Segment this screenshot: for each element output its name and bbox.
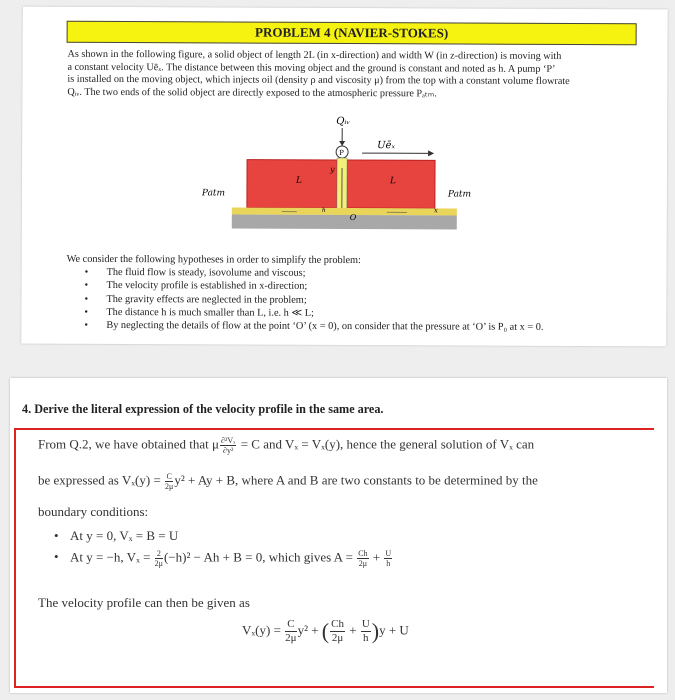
frac-den: 2μ (154, 559, 163, 568)
answer-line-2 (38, 472, 650, 491)
list-item: • The velocity profile is established in x-direction; (106, 279, 646, 295)
result-equation (242, 618, 542, 645)
bc2-a: At y = −h, Vₓ = (70, 549, 154, 565)
frac-num: Ch (358, 549, 368, 558)
intro-line: As shown in the following figure, a solid object of length 2L (in x-direction) and width W (in z-direction) is moving with (67, 48, 562, 62)
frac-den: 2μ (331, 632, 344, 644)
oil-layer (232, 208, 457, 216)
frac-den: 2μ (285, 632, 297, 644)
length-label-left: L (295, 175, 302, 186)
fraction (330, 618, 345, 645)
fraction (384, 549, 392, 568)
frac-den: ∂y² (223, 446, 234, 455)
x-label: x (433, 206, 438, 215)
bc2-c: + (369, 549, 384, 565)
frac-num: Ch (331, 618, 344, 630)
list-item: • The gravity effects are neglected in the problem; (106, 293, 646, 309)
fraction (285, 618, 296, 645)
bullet: • (54, 528, 59, 543)
bc2-b: (−h)² − Ah + B = 0, which gives A = (163, 549, 357, 565)
frac-num: 2 (155, 549, 163, 559)
bc-2 (54, 549, 640, 568)
list-item: • The fluid flow is steady, isovolume and viscous; (107, 266, 647, 282)
answer-panel (10, 378, 667, 693)
ground (232, 215, 457, 230)
line1-a: From Q.2, we have obtained that μ (38, 436, 219, 452)
profile-text: The velocity profile can then be given as (38, 595, 250, 610)
list-item: • The distance h is much smaller than L, i.e. h ≪ L; (106, 306, 646, 322)
fraction (361, 618, 371, 645)
bc-1 (54, 528, 640, 544)
result-tail: y + U (379, 622, 409, 638)
bc1-text: At y = 0, Vₓ = B = U (70, 528, 179, 543)
answer-line-1 (38, 436, 650, 455)
paren-open: ( (321, 618, 330, 644)
list-item: • By neglecting the details of flow at the point ‘O’ (x = 0), on consider that the pressure at ‘O’ is P₀ at x = 0. (106, 319, 646, 335)
h-label: h (321, 206, 326, 214)
line2-a: be expressed as Vₓ(y) = (38, 472, 165, 488)
answer-line-3: boundary conditions: (38, 504, 149, 519)
problem-panel (21, 7, 667, 347)
flow-label: Qᵢᵥ (336, 115, 351, 128)
pump-label: P (339, 148, 344, 157)
length-label-right: L (389, 176, 396, 187)
intro-line: Qᵢᵥ. The two ends of the solid object are directly exposed to the atmospheric pressure Pₐₜₘ. (67, 86, 437, 99)
frac-num: ∂²Vₓ (220, 436, 236, 445)
patm-right: Patm (447, 189, 472, 200)
line2-b: y² + Ay + B, where A and B are two constants to be determined by the (174, 472, 538, 488)
frac-den: 2μ (165, 482, 174, 491)
frac-num: U (385, 549, 392, 558)
frac-num: U (361, 618, 370, 630)
hypotheses (66, 253, 646, 335)
origin-label: O (349, 213, 357, 223)
hypotheses-list (66, 266, 646, 335)
object-left (247, 160, 337, 208)
frac-num: C (285, 618, 296, 632)
paren-close: ) (371, 618, 380, 644)
frac-den: h (386, 559, 391, 568)
flow-arrowhead (339, 141, 345, 146)
hypotheses-intro: We consider the following hypotheses in order to simplify the problem: (66, 253, 361, 267)
result-mid: y² + (297, 622, 322, 638)
line1-b: = C and Vₓ = Vₓ(y), hence the general solution of Vₓ can (237, 436, 535, 452)
result-lhs: Vₓ(y) = (242, 622, 285, 638)
y-axis-label: y (330, 164, 335, 174)
problem-title: PROBLEM 4 (NAVIER-STOKES) (67, 21, 637, 45)
patm-left: Patm (201, 188, 226, 199)
problem-figure (202, 107, 493, 248)
question-heading: 4. Derive the literal expression of the velocity profile in the same area. (22, 402, 384, 416)
velocity-label: Uēₓ (377, 140, 396, 152)
result-plus: + (345, 622, 360, 638)
fraction (155, 549, 163, 568)
frac-num: C (166, 472, 172, 481)
fraction (220, 436, 236, 455)
intro-line: a constant velocity Uēₓ. The distance between this moving object and the ground is constant and noted as h. A pump ‘P’ (67, 61, 556, 75)
frac-den: h (363, 632, 369, 644)
fraction (357, 549, 368, 568)
frac-den: 2μ (358, 559, 368, 568)
bullet: • (54, 549, 59, 564)
problem-intro (67, 49, 642, 102)
velocity-arrowhead (428, 150, 434, 156)
fraction (165, 472, 173, 491)
intro-line: is installed on the moving object, which injects oil (density ρ and viscosity μ) from the top with a constant volume flowrate (67, 73, 570, 87)
